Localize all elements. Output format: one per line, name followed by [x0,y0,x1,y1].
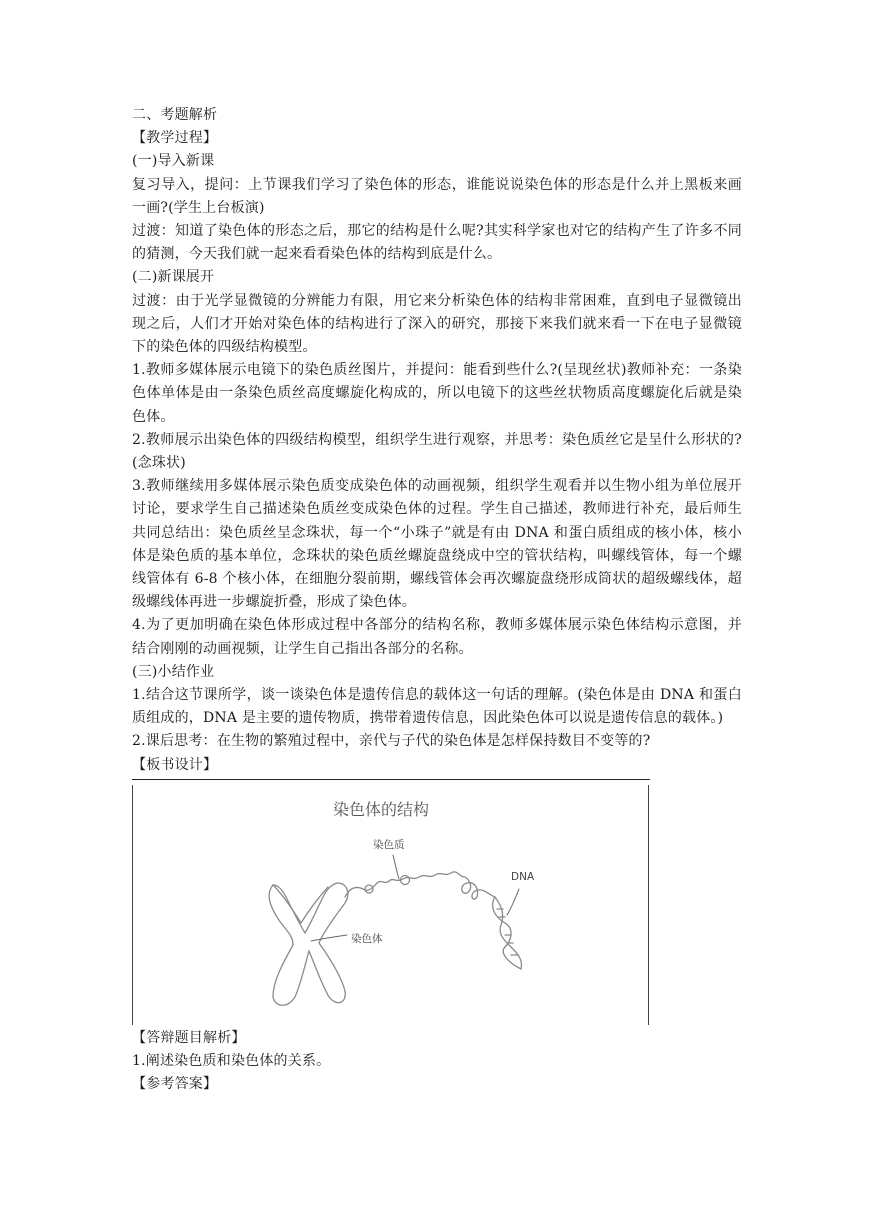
section-title: 二、考题解析 [132,107,218,123]
label-chromatin: 染色质 [373,838,405,851]
teaching-process-heading: 【教学过程】 [132,130,218,147]
part3-title: (三)小结作业 [132,663,215,680]
loose-fiber [462,877,495,899]
defense-question-1: 1.阐述染色质和染色体的关系。 [132,1053,331,1070]
part1-paragraph-1: 复习导入，提问：上节课我们学习了染色体的形态，谁能说说染色体的形态是什么并上黑板来画一画?(学生上台板演) [132,176,742,216]
figure-top-rule [132,779,650,780]
part2-paragraph-4: 3.教师继续用多媒体展示染色质变成染色体的动画视频，组织学生观看并以生物小组为单位展开讨论，要求学生自己描述染色质丝变成染色体的过程。学生自己描述，教师进行补充，最后师生共同总结出：染色质丝呈念珠状，每一个“小珠子”就是有由 DNA 和蛋白质组成的核小体，核小体是染色质的基本单位，念珠状的染色质丝螺旋盘绕成中空的管状结构，叫螺线管体，每一个螺线管体有 6-8 个核小体，在细胞分裂前期，螺线管体会再次螺旋盘绕形成筒状的超级螺线体，超级螺线体再进一步螺旋折叠，形成了染色体。 [132,478,742,611]
dna-leader-line [507,889,519,915]
figure-frame [132,785,649,1025]
chromosome-diagram [133,785,648,1025]
part2-paragraph-3: 2.教师展示出染色体的四级结构模型，组织学生进行观察，并思考：染色质丝它是呈什么形状的?(念珠状) [132,431,742,472]
part1-paragraph-2: 过渡：知道了染色体的形态之后，那它的结构是什么呢?其实科学家也对它的结构产生了许多不同的猜测，今天我们就一起来看看染色体的结构到底是什么。 [132,223,742,263]
part3-paragraph-1: 1.结合这节课所学，谈一谈染色体是遗传信息的载体这一句话的理解。(染色体是由 DNA 和蛋白质组成的，DNA 是主要的遗传物质，携带着遗传信息，因此染色体可以说是遗传信息的载体。) [132,687,742,727]
part2-paragraph-1: 过渡：由于光学显微镜的分辨能力有限，用它来分析染色体的结构非常困难，直到电子显微镜出现之后，人们才开始对染色体的结构进行了深入的研究，那接下来我们就来看一下在电子显微镜下的染色体的四级结构模型。 [132,292,742,356]
label-chromosome: 染色体 [351,932,383,945]
chromosome-leader-line [311,935,347,941]
figure-title: 染色体的结构 [333,799,430,819]
reference-answer-heading: 【参考答案】 [132,1076,218,1093]
chromatin-leader-line [393,855,399,879]
part2-paragraph-5: 4.为了更加明确在染色体形成过程中各部分的结构名称，教师多媒体展示染色体结构示意图，并结合刚刚的动画视频，让学生自己指出各部分的名称。 [132,617,742,657]
chromosome-body [269,883,348,1005]
dna-strand-a [495,897,522,969]
defense-questions-heading: 【答辩题目解析】 [132,1029,246,1046]
part1-title: (一)导入新课 [132,153,215,170]
label-dna: DNA [511,870,535,883]
chromosome-structure-figure [132,779,650,1027]
part2-title: (二)新课展开 [132,269,215,286]
part3-paragraph-2: 2.课后思考：在生物的繁殖过程中，亲代与子代的染色体是怎样保持数目不变等的? [132,733,651,750]
part2-paragraph-2: 1.教师多媒体展示电镜下的染色质丝图片，并提问：能看到些什么?(呈现丝状)教师补充：一条染色体单体是由一条染色质丝高度螺旋化构成的，所以电镜下的这些丝状物质高度螺旋化后就是染色体。 [132,362,742,425]
dna-strand-b [493,897,521,969]
board-design-heading: 【板书设计】 [132,756,218,773]
document-page [132,104,742,1097]
